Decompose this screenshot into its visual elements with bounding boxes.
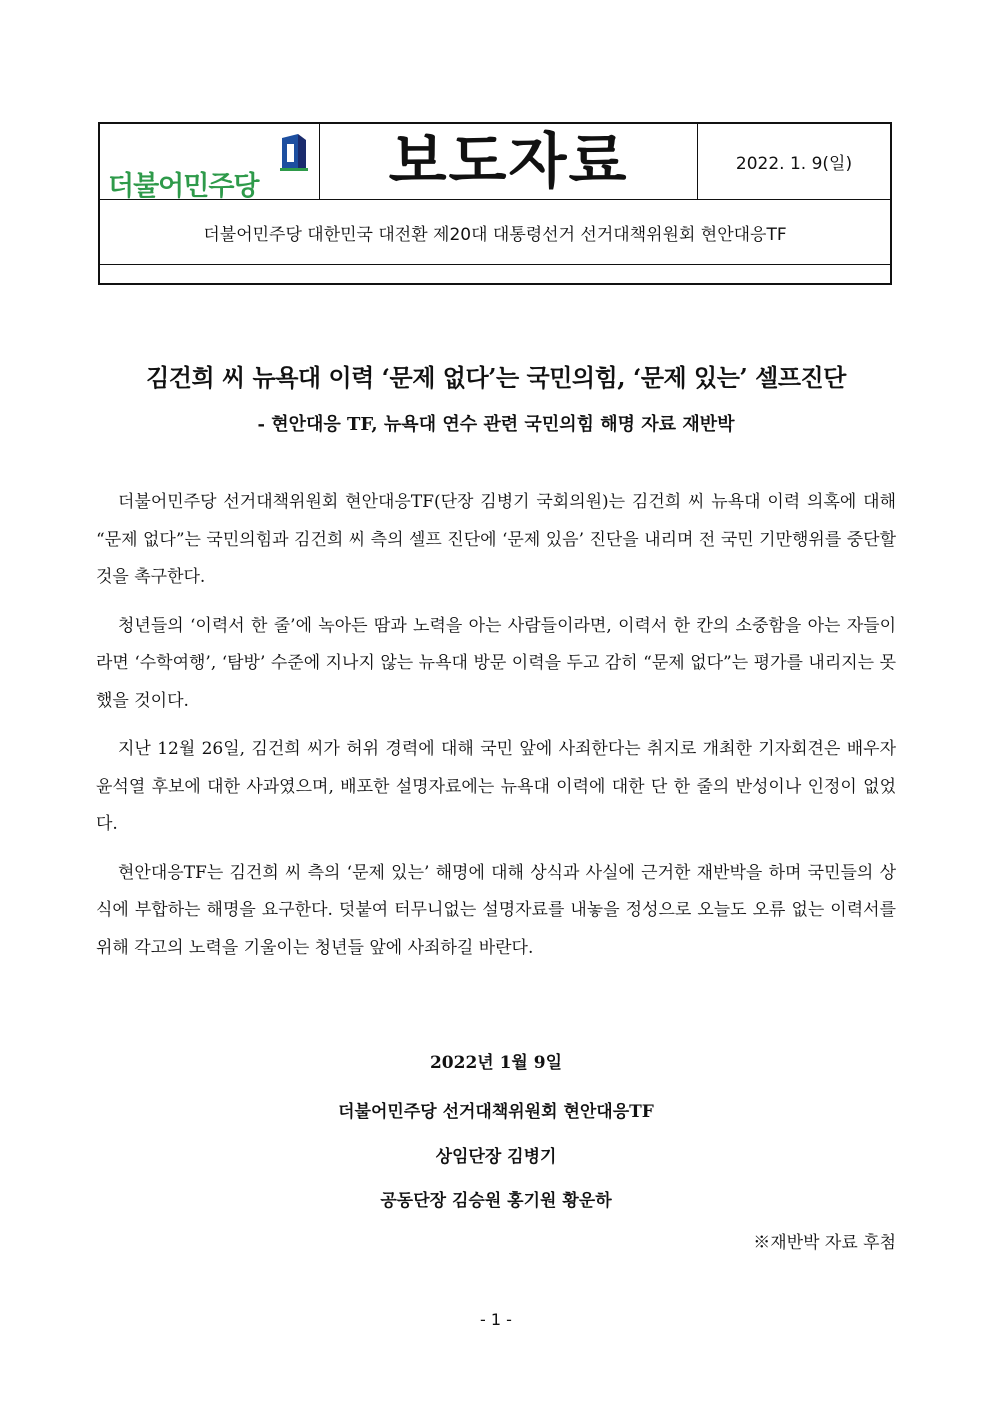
body-paragraph-2: 청년들의 ‘이력서 한 줄’에 녹아든 땀과 노력을 아는 사람들이라면, 이력서 한 칸의 소중함을 아는 자들이라면 ‘수학여행’, ‘탐방’ 수준에 지나지 않는 뉴욕대 방문 이력을 두고 감히 “문제 없다”는 평가를 내리지는 못했을 것이다.	[96, 615, 896, 711]
body-text	[96, 484, 896, 978]
attachment-note: ※재반박 자료 후첨	[753, 1233, 896, 1253]
signature-organization: 더불어민주당 선거대책위원회 현안대응TF	[338, 1102, 654, 1122]
organization-row	[100, 200, 890, 265]
signature-date: 2022년 1월 9일	[429, 1053, 563, 1073]
body-paragraph-1: 더불어민주당 선거대책위원회 현안대응TF(단장 김병기 국회의원)는 김건희 씨 뉴욕대 이력 의혹에 대해 “문제 없다”는 국민의힘과 김건희 씨 측의 셀프 진단에 ‘문제 있음’ 진단을 내리며 전 국민 기만행위를 중단할 것을 촉구한다.	[96, 492, 896, 587]
release-date: 2022. 1. 9(일)	[735, 154, 853, 174]
subheadline: - 현안대응 TF, 뉴욕대 연수 관련 국민의힘 해명 자료 재반박	[257, 414, 735, 435]
press-release-header	[98, 122, 892, 285]
body-paragraph-3: 지난 12월 26일, 김건희 씨가 허위 경력에 대해 국민 앞에 사죄한다는 취지로 개최한 기자회견은 배우자 윤석열 후보에 대한 사과였으며, 배포한 설명자료에는 뉴욕대 이력에 대한 단 한 줄의 반성이나 인정이 없었다.	[96, 739, 896, 834]
document-type-title-cell	[320, 124, 698, 199]
body-paragraph-4: 현안대응TF는 김건희 씨 측의 ‘문제 있는’ 해명에 대해 상식과 사실에 근거한 재반박을 하며 국민들의 상식에 부합하는 해명을 요구한다. 덧붙여 터무니없는 설명자료를 내놓을 정성으로 오늘도 오류 없는 이력서를 위해 각고의 노력을 기울이는 청년들 앞에 사죄하길 바란다.	[96, 862, 896, 958]
party-flag-icon	[278, 130, 310, 176]
headline: 김건희 씨 뉴욕대 이력 ‘문제 없다’는 국민의힘, ‘문제 있는’ 셀프진단	[146, 363, 846, 392]
release-date-cell	[698, 124, 890, 199]
header-top-row	[100, 124, 890, 200]
party-logo	[100, 124, 320, 202]
page-number: - 1 -	[480, 1310, 512, 1329]
signature-chief: 상임단장 김병기	[435, 1147, 557, 1167]
signature-co-chiefs: 공동단장 김승원 홍기원 황운하	[380, 1191, 612, 1211]
party-logo-text: 더불어민주당	[108, 171, 259, 202]
document-type-title: 보도자료	[388, 126, 629, 197]
organization-name: 더불어민주당 대한민국 대전환 제20대 대통령선거 선거대책위원회 현안대응TF	[203, 224, 787, 245]
